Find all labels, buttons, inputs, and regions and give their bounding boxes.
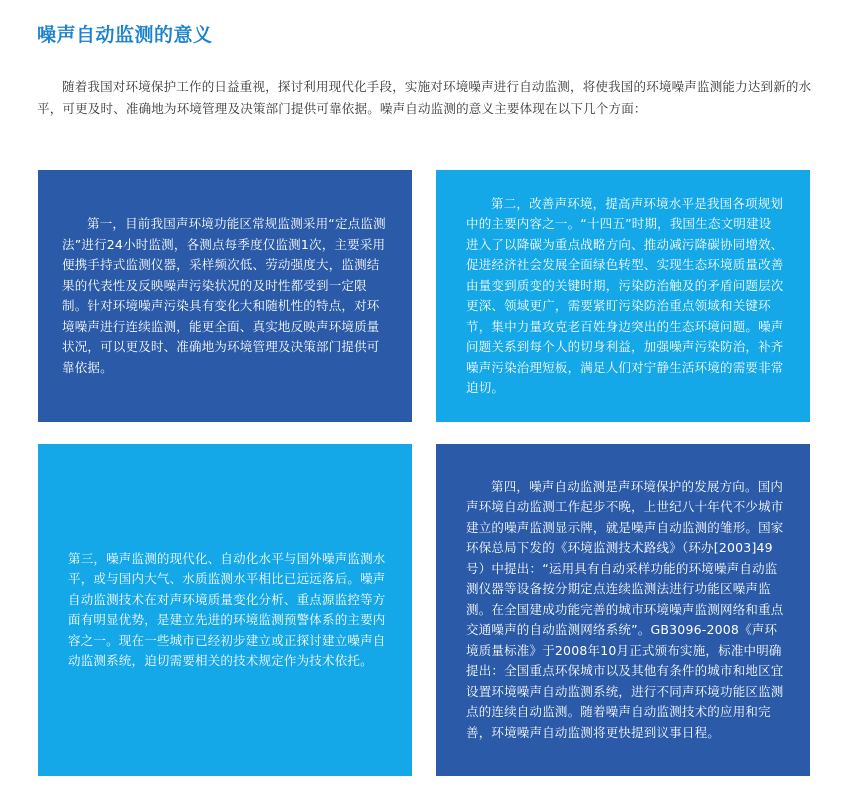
point-three-box [38, 444, 412, 776]
point-one-text: 第一，目前我国声环境功能区常规监测采用“定点监测法”进行24小时监测，各测点每季度仅监测1次，主要采用便携手持式监测仪器，采样频次低、劳动强度大，监测结果的代表性及反映噪声污染状况的及时性都受到一定限制。针对环境噪声污染具有变化大和随机性的特点，对环境噪声进行连续监测，能更全面、真实地反映声环境质量状况，可以更及时、准确地为环境管理及决策部门提供可靠依据。 [62, 216, 386, 375]
point-three-text: 第三，噪声监测的现代化、自动化水平与国外噪声监测水平，或与国内大气、水质监测水平相比已远远落后。噪声自动监测技术在对声环境质量变化分析、重点源监控等方面有明显优势，是建立先进的环境监测预警体系的主要内容之一。现在一些城市已经初步建立或正探讨建立噪声自动监测系统，迫切需要相关的技术规定作为技术依托。 [68, 550, 386, 668]
point-four-box [436, 444, 810, 776]
point-two-box [436, 170, 810, 422]
intro-paragraph: 随着我国对环境保护工作的日益重视，探讨利用现代化手段，实施对环境噪声进行自动监测，将使我国的环境噪声监测能力达到新的水平，可更及时、准确地为环境管理及决策部门提供可靠依据。噪声自动监测的意义主要体现在以下几个方面： [37, 79, 812, 116]
point-one-box [38, 170, 412, 422]
page-title: 噪声自动监测的意义 [37, 24, 213, 46]
point-four-text: 第四，噪声自动监测是声环境保护的发展方向。国内声环境自动监测工作起步不晚，上世纪八十年代不少城市建立的噪声监测显示牌，就是噪声自动监测的雏形。国家环保总局下发的《环境监测技术路线》（环办[2003]49号）中提出：“运用具有自动采样功能的环境噪声自动监测仪器等设备按分期定点连续监测法进行功能区噪声监测。在全国建成功能完善的城市环境噪声监测网络和重点交通噪声的自动监测网络系统”。GB3096-2008《声环境质量标准》于2008年10月正式颁布实施，标准中明确提出：全国重点环保城市以及其他有条件的城市和地区宜设置环境噪声自动监测系统，进行不同声环境功能区监测点的连续自动监测。随着噪声自动监测技术的应用和完善，环境噪声自动监测将更快提到议事日程。 [466, 478, 784, 740]
point-two-text: 第二，改善声环境，提高声环境水平是我国各项规划中的主要内容之一。“十四五”时期，我国生态文明建设进入了以降碳为重点战略方向、推动减污降碳协同增效、促进经济社会发展全面绿色转型、实现生态环境质量改善由量变到质变的关键时期，污染防治触及的矛盾问题层次更深、领域更广，需要紧盯污染防治重点领域和关键环节，集中力量攻克老百姓身边突出的生态环境问题。噪声问题关系到每个人的切身利益，加强噪声污染防治，补齐噪声污染治理短板，满足人们对宁静生活环境的需要非常迫切。 [466, 195, 784, 395]
